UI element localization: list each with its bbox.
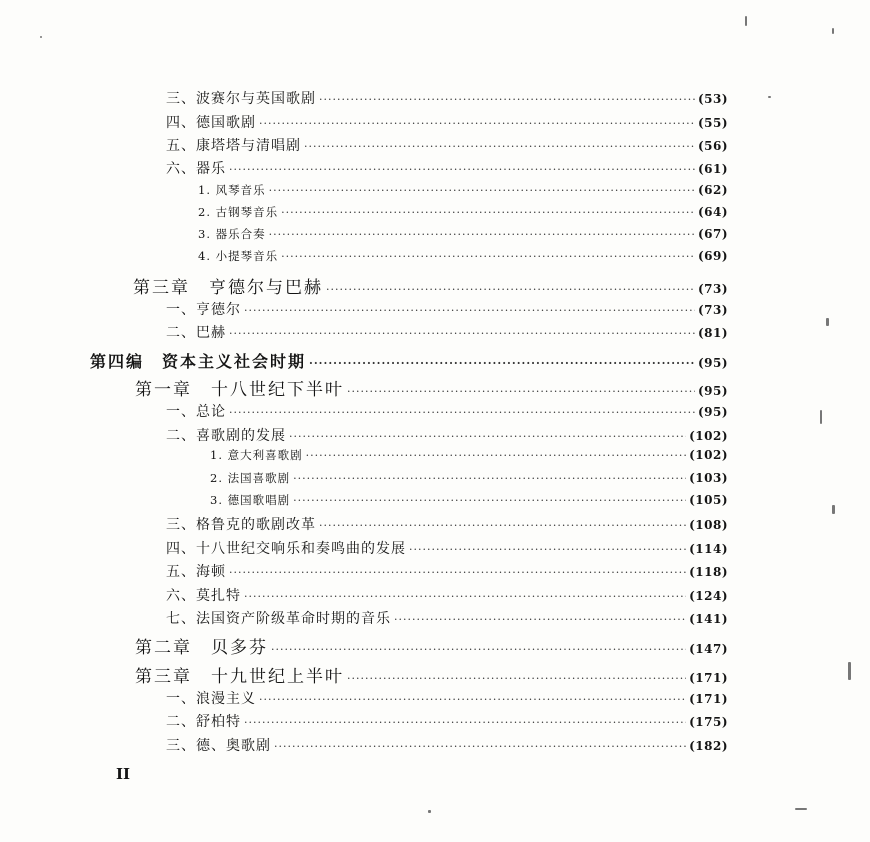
- toc-entry: [210, 447, 728, 463]
- toc-entry: [198, 204, 728, 220]
- page-number: (141): [689, 612, 728, 626]
- entry-label: 六、器乐: [166, 161, 226, 177]
- dot-leader: [244, 590, 686, 603]
- scan-speck: [826, 318, 829, 326]
- scan-speck: [848, 662, 851, 680]
- page-number: (69): [697, 249, 728, 263]
- entry-label: 三、波赛尔与英国歌剧: [166, 91, 316, 107]
- entry-label: 七、法国资产阶级革命时期的音乐: [166, 611, 391, 627]
- entry-label: 第三章 十九世纪上半叶: [135, 667, 344, 687]
- page-number: (124): [689, 589, 728, 603]
- page-number: (95): [697, 405, 728, 419]
- dot-leader: [289, 430, 686, 443]
- page-number: (103): [689, 471, 728, 485]
- toc-entry: [198, 248, 728, 264]
- page-number: (102): [689, 448, 728, 462]
- scan-speck: [428, 810, 431, 813]
- dot-leader: [293, 494, 686, 507]
- entry-label: 第二章 贝多芬: [135, 638, 268, 658]
- dot-leader: [319, 519, 686, 532]
- entry-label: 二、喜歌剧的发展: [166, 428, 286, 444]
- toc-entry: [166, 112, 728, 132]
- scan-speck: [40, 36, 42, 38]
- entry-label: 三、格鲁克的歌剧改革: [166, 517, 316, 533]
- toc-entry: [166, 735, 728, 755]
- entry-label: 4. 小提琴音乐: [198, 249, 279, 263]
- page-number: (64): [697, 205, 728, 219]
- page-number: (55): [697, 116, 728, 130]
- toc-entry: [166, 88, 728, 108]
- toc-entry: [198, 182, 728, 198]
- dot-leader: [347, 385, 695, 398]
- page-number: (62): [697, 183, 728, 197]
- toc-entry: [210, 492, 728, 508]
- toc-entry: [90, 349, 728, 372]
- dot-leader: [259, 693, 686, 706]
- entry-label: 五、海顿: [166, 564, 226, 580]
- page-number: (61): [697, 162, 728, 176]
- page-folio: II: [116, 765, 131, 783]
- toc-entry: [166, 425, 728, 445]
- entry-label: 2. 法国喜歌剧: [210, 471, 291, 485]
- entry-label: 1. 风琴音乐: [198, 183, 266, 197]
- page-number: (81): [697, 326, 728, 340]
- dot-leader: [281, 250, 695, 263]
- entry-label: 第三章 亨德尔与巴赫: [133, 278, 323, 298]
- entry-label: 3. 德国歌唱剧: [210, 493, 291, 507]
- entry-label: 第四编 资本主义社会时期: [90, 352, 307, 371]
- page-number: (73): [697, 282, 728, 296]
- entry-label: 四、十八世纪交响乐和奏鸣曲的发展: [166, 541, 406, 557]
- scan-speck: [832, 505, 835, 514]
- page-number: (67): [697, 227, 728, 241]
- page-number: (175): [689, 715, 728, 729]
- entry-label: 六、莫扎特: [166, 588, 241, 604]
- toc-entry: [166, 608, 728, 628]
- page-number: (147): [689, 642, 728, 656]
- toc-entry: [135, 662, 728, 687]
- dot-leader: [269, 228, 695, 241]
- dot-leader: [229, 163, 695, 176]
- page-number: (114): [689, 542, 728, 556]
- dot-leader: [229, 566, 686, 579]
- dot-leader: [394, 613, 686, 626]
- scan-speck: [768, 96, 771, 98]
- entry-label: 3. 器乐合奏: [198, 227, 266, 241]
- dot-leader: [293, 472, 686, 485]
- page-number: (95): [697, 356, 728, 370]
- toc-entry: [166, 299, 728, 319]
- toc-entry: [166, 322, 728, 342]
- dot-leader: [304, 140, 695, 153]
- toc-entry: [198, 226, 728, 242]
- scan-speck: [745, 16, 747, 26]
- scan-speck: [832, 28, 834, 34]
- page-number: (108): [689, 518, 728, 532]
- dot-leader: [269, 184, 695, 197]
- page-number: (171): [689, 671, 728, 685]
- toc-entry: [166, 158, 728, 178]
- toc-entry: [166, 401, 728, 421]
- dot-leader: [326, 283, 695, 296]
- toc-entry: [166, 561, 728, 581]
- toc-entry: [133, 273, 728, 298]
- toc-entry: [166, 135, 728, 155]
- entry-label: 五、康塔塔与清唱剧: [166, 138, 301, 154]
- toc-entry: [166, 585, 728, 605]
- dot-leader: [274, 740, 686, 753]
- dot-leader: [229, 406, 695, 419]
- entry-label: 四、德国歌剧: [166, 115, 256, 131]
- entry-label: 一、总论: [166, 404, 226, 420]
- page-number: (171): [689, 692, 728, 706]
- page-number: (53): [697, 92, 728, 106]
- toc-entry: [210, 470, 728, 486]
- toc-entry: [135, 375, 728, 400]
- dot-leader: [309, 357, 695, 370]
- page-number: (182): [689, 739, 728, 753]
- entry-label: 第一章 十八世纪下半叶: [135, 380, 344, 400]
- toc-entry: [166, 538, 728, 558]
- entry-label: 一、亨德尔: [166, 302, 241, 318]
- dot-leader: [409, 543, 686, 556]
- entry-label: 三、德、奥歌剧: [166, 738, 271, 754]
- scan-speck: [820, 410, 822, 424]
- dot-leader: [244, 716, 686, 729]
- scan-speck: [795, 808, 807, 810]
- page-number: (73): [697, 303, 728, 317]
- toc-entry: [166, 688, 728, 708]
- entry-label: 2. 古钢琴音乐: [198, 205, 279, 219]
- page-number: (105): [689, 493, 728, 507]
- toc-entry: [166, 711, 728, 731]
- dot-leader: [281, 206, 695, 219]
- toc-entry: [135, 633, 728, 658]
- entry-label: 一、浪漫主义: [166, 691, 256, 707]
- page-number: (95): [697, 384, 728, 398]
- entry-label: 二、巴赫: [166, 325, 226, 341]
- page-number: (56): [697, 139, 728, 153]
- dot-leader: [244, 304, 695, 317]
- dot-leader: [347, 672, 686, 685]
- page-number: (102): [689, 429, 728, 443]
- dot-leader: [319, 93, 695, 106]
- entry-label: 二、舒柏特: [166, 714, 241, 730]
- entry-label: 1. 意大利喜歌剧: [210, 448, 303, 462]
- dot-leader: [271, 643, 686, 656]
- toc-entry: [166, 514, 728, 534]
- dot-leader: [229, 327, 695, 340]
- page-number: (118): [689, 565, 728, 579]
- dot-leader: [306, 449, 686, 462]
- dot-leader: [259, 117, 695, 130]
